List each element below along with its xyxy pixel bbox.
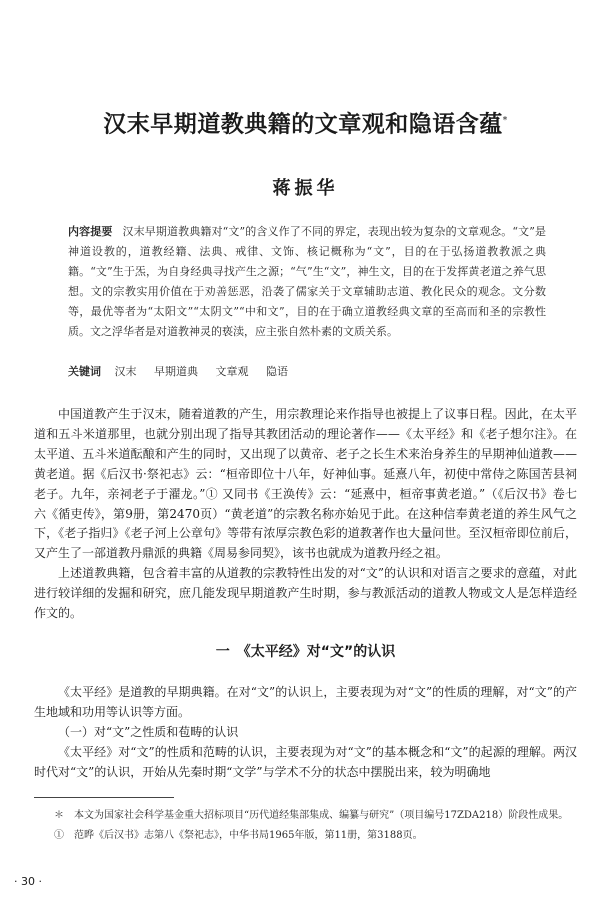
introduction <box>34 405 577 624</box>
author-name: 蒋振华 <box>272 178 339 199</box>
footnote-divider <box>34 797 174 798</box>
body-paragraph: 上述道教典籍，包含着丰富的从道教的宗教特性出发的对“文”的认识和对语言之要求的意蕴，对此进行较详细的发掘和研究，庶几能发现早期道教产生时期，参与教派活动的道教人物或文人是怎样造经作文的。 <box>34 566 577 621</box>
abstract <box>68 222 546 342</box>
keywords-label: 关键词 <box>68 365 101 378</box>
footnotes <box>34 806 577 846</box>
keyword: 汉末 <box>114 365 137 378</box>
keywords <box>68 362 546 382</box>
keyword: 文章观 <box>215 365 249 378</box>
footnote: ① 范晔《后汉书》志第八《祭祀志》，中华书局1965年版，第11册，第3188页。 <box>54 830 423 841</box>
keyword: 早期道典 <box>154 365 198 378</box>
article-title <box>40 104 571 142</box>
body-paragraph: 中国道教产生于汉末，随着道教的产生，用宗教理论来作指导也被提上了议事日程。因此，在太平道和五斗米道那里，也就分别出现了指导其教团活动的理论著作——《太平经》和《老子想尔注》。在太平道、五斗米道酝酿和产生的同时，又出现了以黄帝、老子之长生术来治身养生的早期神仙道教——黄老道。据《后汉书·祭祀志》云：“桓帝即位十八年，好神仙事。延熹八年，初使中常侍之陈国苦县祠老子。九年，亲祠老子于濯龙。”① 又同书《王涣传》云：“延熹中，桓帝事黄老道。”（《后汉书》卷七六《循吏传》，第9册，第2470页）“黄老道”的宗教名称亦始见于此。在这种信奉黄老道的养生风气之下，《老子指归》《老子河上公章句》等带有浓厚宗教色彩的道教著作也大量问世。至汉桓帝即位前后，又产生了一部道教丹鼎派的典籍《周易参同契》，该书也就成为道教丹经之祖。 <box>34 407 577 561</box>
body-paragraph: 《太平经》对“文”的性质和范畴的认识，主要表现为对“文”的基本概念和“文”的起源的理解。两汉时代对“文”的认识，开始从先秦时期“文学”与学术不分的状态中摆脱出来，较为明确地 <box>34 744 577 779</box>
keyword: 隐语 <box>266 365 288 378</box>
title-text: 汉末早期道教典籍的文章观和隐语含蕴 <box>103 110 503 138</box>
footnote: ＊ 本文为国家社会科学基金重大招标项目“历代道经集部集成、编纂与研究”（项目编号17ZDA218）阶段性成果。 <box>54 810 569 821</box>
subsection-heading: （一）对“文”之性质和苞畴的认识 <box>58 724 239 739</box>
abstract-label: 内容提要 <box>68 225 113 238</box>
body-paragraph: 《太平经》是道教的早期典籍。在对“文”的认识上，主要表现为对“文”的性质的理解，对“文”的产生地域和功用等认识等方面。 <box>34 685 577 719</box>
page-number: · 30 · <box>14 875 42 888</box>
title-footnote-marker: * <box>502 116 508 126</box>
section-heading: 一 《太平经》对“文”的认识 <box>215 644 396 660</box>
abstract-text: 汉末早期道教典籍对“文”的含义作了不同的界定，表现出较为复杂的文章观念。“文”是神道设教的，道教经籍、法典、戒律、文饰、核记概称为“文”，目的在于弘扬道教教派之典籍。“文”生于炁，为自身经典寻找产生之源；“气”生“文”，神生文，目的在于发挥黄老道之养气思想。文的宗教实用价值在于劝善惩恶，沿袭了儒家关于文章辅助志道、教化民众的观念。文分数等，最优等者为“太阳文”“太阴文”“中和文”，目的在于确立道教经典文章的至高而和圣的宗教性质。文之浮华者是对道教神灵的亵渎，应主张自然朴素的文质关系。 <box>68 225 546 338</box>
section-body <box>34 683 577 783</box>
